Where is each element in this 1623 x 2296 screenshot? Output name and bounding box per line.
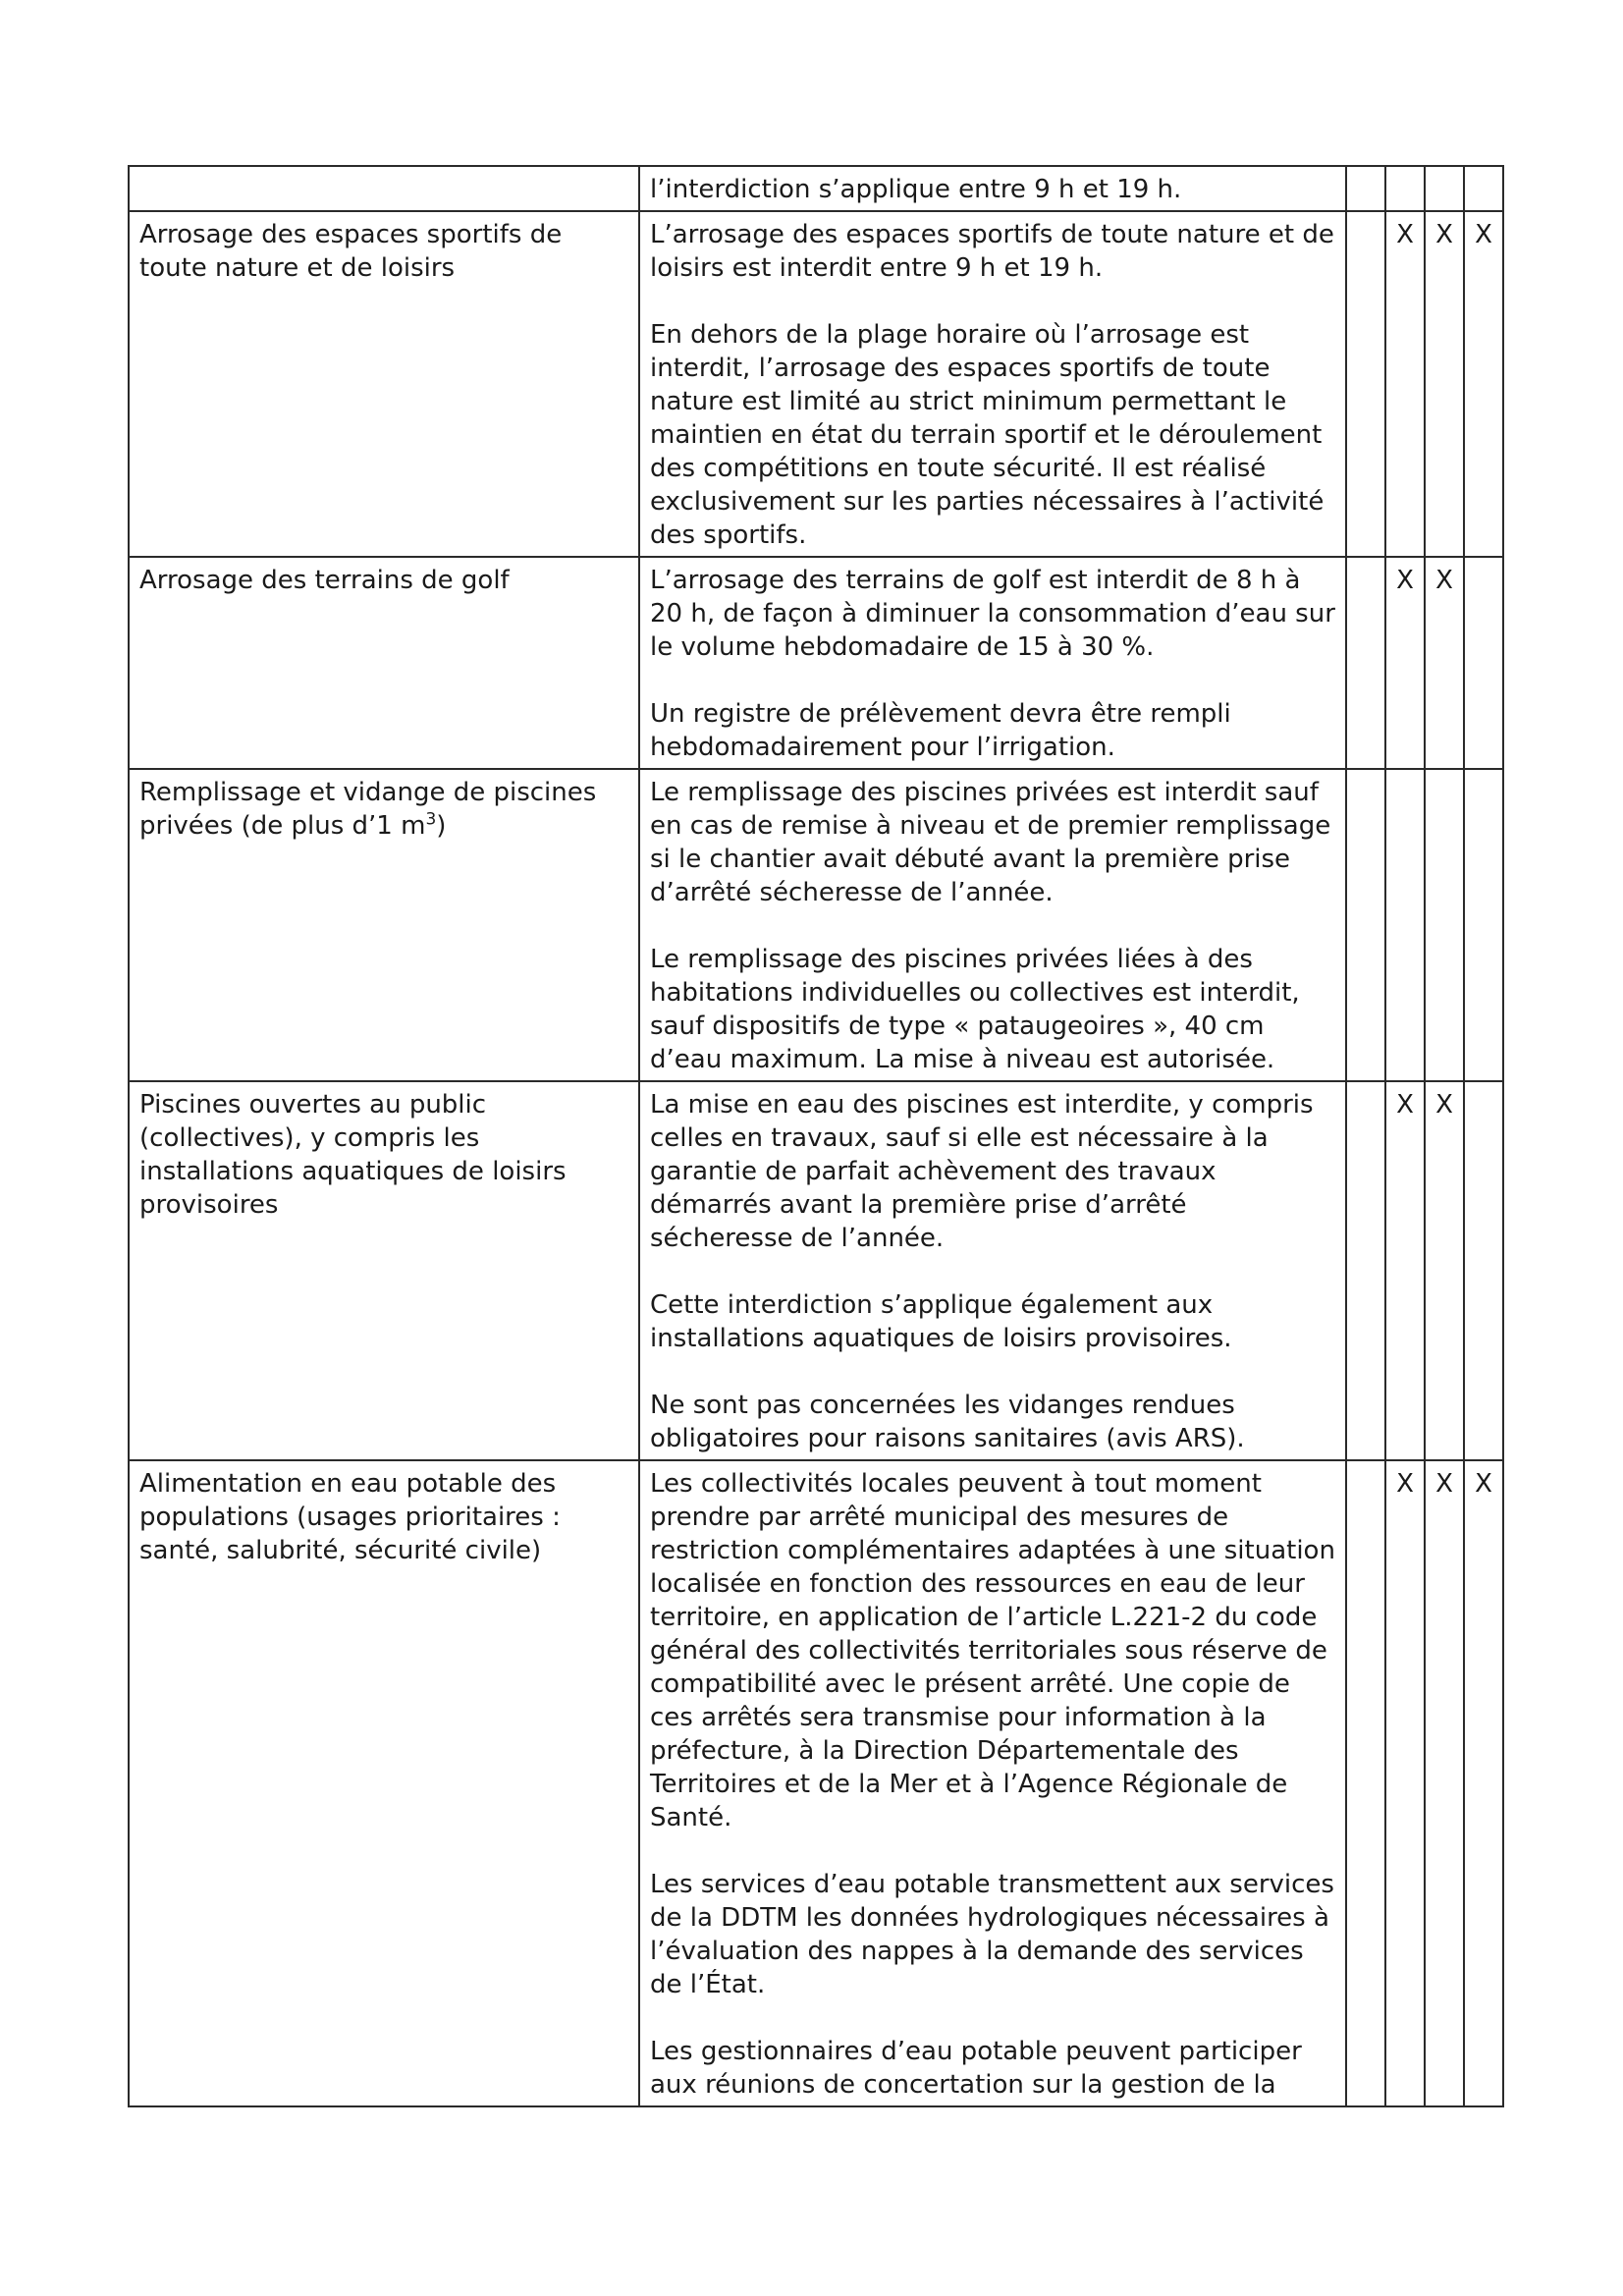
level-mark xyxy=(1425,769,1464,1081)
measure-paragraph: Le remplissage des piscines privées liées à des habitations individuelles ou collectives est interdit, sauf dispositifs de type « pataugeoires », 40 cm d’eau maximum. La mise à niveau est autorisée. xyxy=(650,945,1300,1074)
measure-paragraph: l’interdiction s’applique entre 9 h et 19 h. xyxy=(650,175,1182,204)
level-mark xyxy=(1346,769,1385,1081)
measure-paragraph: Le remplissage des piscines privées est interdit sauf en cas de remise à niveau et de premier remplissage si le chantier avait débuté avant la première prise d’arrêté sécheresse de l’année. xyxy=(650,778,1331,907)
level-mark xyxy=(1464,1081,1503,1460)
measure-cell xyxy=(639,211,1346,557)
level-mark xyxy=(1425,166,1464,211)
table-row xyxy=(129,1081,1503,1460)
usage-cell: Piscines ouvertes au public (collectives), y compris les installations aquatiques de loisirs provisoires xyxy=(129,1081,639,1460)
measure-paragraph: Ne sont pas concernées les vidanges rendues obligatoires pour raisons sanitaires (avis ARS). xyxy=(650,1391,1245,1453)
table-row xyxy=(129,166,1503,211)
level-mark: X xyxy=(1425,1460,1464,2106)
measure-cell xyxy=(639,769,1346,1081)
level-mark xyxy=(1346,1460,1385,2106)
level-mark xyxy=(1464,166,1503,211)
usage-cell: Alimentation en eau potable des populations (usages prioritaires : santé, salubrité, sécurité civile) xyxy=(129,1460,639,2106)
level-mark xyxy=(1346,211,1385,557)
measure-paragraph: Les collectivités locales peuvent à tout moment prendre par arrêté municipal des mesures de restriction complémentaires adaptées à une situation localisée en fonction des ressources en eau de leur territoire, en application de l’article L.221-2 du code général des collectivités territoriales sous réserve de compatibilité avec le présent arrêté. Une copie de ces arrêtés sera transmise pour information à la préfecture, à la Direction Départementale des Territoires et de la Mer et à l’Agence Régionale de Santé. xyxy=(650,1469,1335,1832)
table-row xyxy=(129,769,1503,1081)
measure-paragraph: Cette interdiction s’applique également aux installations aquatiques de loisirs provisoires. xyxy=(650,1290,1232,1353)
measure-paragraph: Les gestionnaires d’eau potable peuvent participer aux réunions de concertation sur la gestion de la xyxy=(650,2037,1302,2100)
level-mark: X xyxy=(1385,1081,1425,1460)
usage-text: Remplissage et vidange de piscines privées (de plus d’1 m xyxy=(139,778,597,841)
level-mark: X xyxy=(1385,211,1425,557)
level-mark xyxy=(1346,557,1385,769)
usage-cell xyxy=(129,166,639,211)
measure-paragraph: Un registre de prélèvement devra être rempli hebdomadairement pour l’irrigation. xyxy=(650,699,1231,762)
table-row xyxy=(129,557,1503,769)
superscript: 3 xyxy=(425,809,437,830)
measure-cell xyxy=(639,557,1346,769)
level-mark xyxy=(1385,166,1425,211)
level-mark: X xyxy=(1425,557,1464,769)
usage-text-end: ) xyxy=(436,811,447,841)
measure-paragraph: L’arrosage des terrains de golf est interdit de 8 h à 20 h, de façon à diminuer la consommation d’eau sur le volume hebdomadaire de 15 à 30 %. xyxy=(650,566,1335,662)
measure-paragraph: En dehors de la plage horaire où l’arrosage est interdit, l’arrosage des espaces sportifs de toute nature est limité au strict minimum permettant le maintien en état du terrain sportif et le déroulement des compétitions en toute sécurité. Il est réalisé exclusivement sur les parties nécessaires à l’activité des sportifs. xyxy=(650,320,1325,550)
usage-cell: Arrosage des espaces sportifs de toute nature et de loisirs xyxy=(129,211,639,557)
level-mark: X xyxy=(1464,1460,1503,2106)
measure-cell xyxy=(639,166,1346,211)
table-row xyxy=(129,1460,1503,2106)
measure-paragraph: La mise en eau des piscines est interdite, y compris celles en travaux, sauf si elle est nécessaire à la garantie de parfait achèvement des travaux démarrés avant la première prise d’arrêté sécheresse de l’année. xyxy=(650,1090,1314,1253)
level-mark xyxy=(1346,166,1385,211)
level-mark xyxy=(1385,769,1425,1081)
measure-paragraph: L’arrosage des espaces sportifs de toute nature et de loisirs est interdit entre 9 h et 19 h. xyxy=(650,220,1334,283)
level-mark: X xyxy=(1385,1460,1425,2106)
level-mark xyxy=(1346,1081,1385,1460)
usage-cell: Arrosage des terrains de golf xyxy=(129,557,639,769)
level-mark xyxy=(1464,557,1503,769)
measure-paragraph: Les services d’eau potable transmettent aux services de la DDTM les données hydrologiques nécessaires à l’évaluation des nappes à la demande des services de l’État. xyxy=(650,1870,1334,1999)
measure-cell xyxy=(639,1460,1346,2106)
level-mark: X xyxy=(1425,1081,1464,1460)
measure-cell xyxy=(639,1081,1346,1460)
level-mark: X xyxy=(1464,211,1503,557)
restrictions-table xyxy=(128,165,1504,2107)
level-mark: X xyxy=(1385,557,1425,769)
level-mark: X xyxy=(1425,211,1464,557)
usage-cell xyxy=(129,769,639,1081)
level-mark xyxy=(1464,769,1503,1081)
table-row xyxy=(129,211,1503,557)
